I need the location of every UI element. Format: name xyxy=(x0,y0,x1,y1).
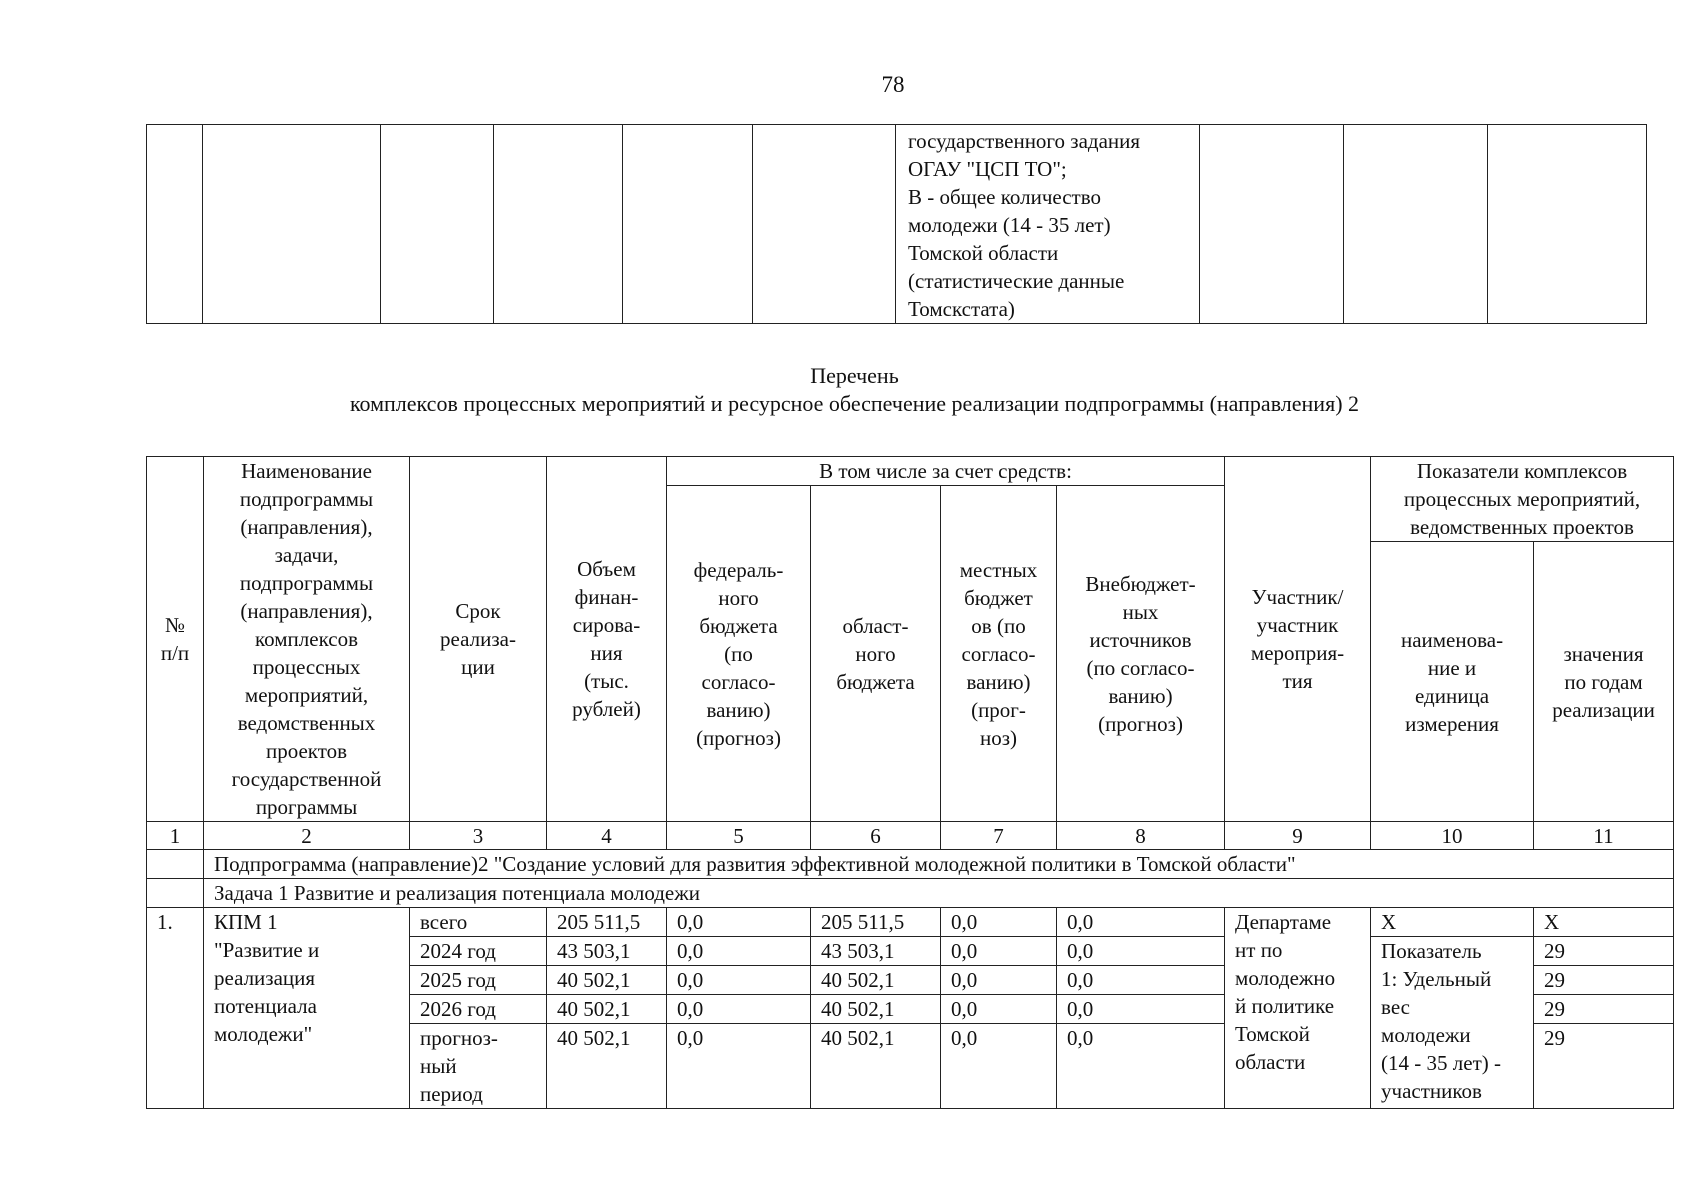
method-description-cell: государственного задания ОГАУ "ЦСП ТО"; В - общее количество молодежи (14 - 35 лет) Томской области (статистические данные Томскстата) xyxy=(896,125,1200,324)
extrabudget-cell: 0,0 xyxy=(1057,966,1225,995)
header-local: местных бюджет ов (по согласо- ванию) (прог- ноз) xyxy=(941,486,1057,822)
federal-cell: 0,0 xyxy=(667,1024,811,1109)
column-number: 8 xyxy=(1057,822,1225,850)
column-number: 4 xyxy=(547,822,667,850)
subprogram-row: Подпрограмма (направление)2 "Создание условий для развития эффективной молодежной политики в Томской области" xyxy=(204,850,1674,879)
total-cell: 205 511,5 xyxy=(547,908,667,937)
empty-cell xyxy=(147,850,204,879)
regional-cell: 43 503,1 xyxy=(811,937,941,966)
header-indicators-group: Показатели комплексов процессных мероприятий, ведомственных проектов xyxy=(1371,457,1674,542)
header-regional: област- ного бюджета xyxy=(811,486,941,822)
federal-cell: 0,0 xyxy=(667,995,811,1024)
column-number: 1 xyxy=(147,822,204,850)
indicator-value-cell: 29 xyxy=(1534,1024,1674,1109)
period-cell: 2026 год xyxy=(410,995,547,1024)
extrabudget-cell: 0,0 xyxy=(1057,1024,1225,1109)
header-indicator-name: наименова- ние и единица измерения xyxy=(1371,542,1534,822)
section-title: Перечень xyxy=(810,363,899,388)
empty-cell xyxy=(753,125,896,324)
local-cell: 0,0 xyxy=(941,908,1057,937)
local-cell: 0,0 xyxy=(941,966,1057,995)
header-indicator-values: значения по годам реализации xyxy=(1534,542,1674,822)
column-number: 10 xyxy=(1371,822,1534,850)
column-number: 11 xyxy=(1534,822,1674,850)
header-funding-group: В том числе за счет средств: xyxy=(667,457,1225,486)
local-cell: 0,0 xyxy=(941,937,1057,966)
empty-cell xyxy=(203,125,381,324)
indicator-name-cell: Показатель 1: Удельный вес молодежи (14 - 35 лет) - участников xyxy=(1371,937,1534,1109)
resource-table xyxy=(146,456,1674,1109)
empty-cell xyxy=(147,879,204,908)
header-participant: Участник/ участник мероприя- тия xyxy=(1225,457,1371,822)
extrabudget-cell: 0,0 xyxy=(1057,908,1225,937)
empty-cell xyxy=(1344,125,1488,324)
indicator-value-cell: 29 xyxy=(1534,966,1674,995)
task-row: Задача 1 Развитие и реализация потенциала молодежи xyxy=(204,879,1674,908)
header-period: Срок реализа- ции xyxy=(410,457,547,822)
period-cell: всего xyxy=(410,908,547,937)
continuation-table xyxy=(146,124,1647,324)
extrabudget-cell: 0,0 xyxy=(1057,995,1225,1024)
local-cell: 0,0 xyxy=(941,1024,1057,1109)
total-cell: 40 502,1 xyxy=(547,1024,667,1109)
header-number: № п/п xyxy=(147,457,204,822)
header-total-funding: Объем финан- сирова- ния (тыс. рублей) xyxy=(547,457,667,822)
header-federal: федераль- ного бюджета (по согласо- ванию) (прогноз) xyxy=(667,486,811,822)
federal-cell: 0,0 xyxy=(667,937,811,966)
item-name: КПМ 1 "Развитие и реализация потенциала молодежи" xyxy=(204,908,410,1109)
column-number: 2 xyxy=(204,822,410,850)
regional-cell: 205 511,5 xyxy=(811,908,941,937)
section-subtitle: комплексов процессных мероприятий и ресурсное обеспечение реализации подпрограммы (направления) 2 xyxy=(349,391,1360,416)
participant-cell: Департаме нт по молодежно й политике Томской области xyxy=(1225,908,1371,1109)
period-cell: 2024 год xyxy=(410,937,547,966)
column-number: 9 xyxy=(1225,822,1371,850)
column-number: 6 xyxy=(811,822,941,850)
empty-cell xyxy=(1200,125,1344,324)
indicator-name-cell: Х xyxy=(1371,908,1534,937)
total-cell: 40 502,1 xyxy=(547,995,667,1024)
regional-cell: 40 502,1 xyxy=(811,1024,941,1109)
total-cell: 43 503,1 xyxy=(547,937,667,966)
column-number: 5 xyxy=(667,822,811,850)
federal-cell: 0,0 xyxy=(667,908,811,937)
indicator-value-cell: 29 xyxy=(1534,937,1674,966)
empty-cell xyxy=(494,125,623,324)
period-cell: прогноз- ный период xyxy=(410,1024,547,1109)
header-name: Наименование подпрограммы (направления), задачи, подпрограммы (направления), комплексов процессных мероприятий, ведомственных проектов государственной программы xyxy=(204,457,410,822)
empty-cell xyxy=(147,125,203,324)
empty-cell xyxy=(1488,125,1647,324)
total-cell: 40 502,1 xyxy=(547,966,667,995)
empty-cell xyxy=(623,125,753,324)
period-cell: 2025 год xyxy=(410,966,547,995)
header-extrabudget: Внебюджет- ных источников (по согласо- ванию) (прогноз) xyxy=(1057,486,1225,822)
indicator-value-cell: 29 xyxy=(1534,995,1674,1024)
column-number: 3 xyxy=(410,822,547,850)
column-number: 7 xyxy=(941,822,1057,850)
regional-cell: 40 502,1 xyxy=(811,966,941,995)
empty-cell xyxy=(381,125,494,324)
extrabudget-cell: 0,0 xyxy=(1057,937,1225,966)
indicator-value-cell: Х xyxy=(1534,908,1674,937)
item-number: 1. xyxy=(147,908,204,1109)
page-number: 78 xyxy=(881,72,905,97)
regional-cell: 40 502,1 xyxy=(811,995,941,1024)
local-cell: 0,0 xyxy=(941,995,1057,1024)
federal-cell: 0,0 xyxy=(667,966,811,995)
